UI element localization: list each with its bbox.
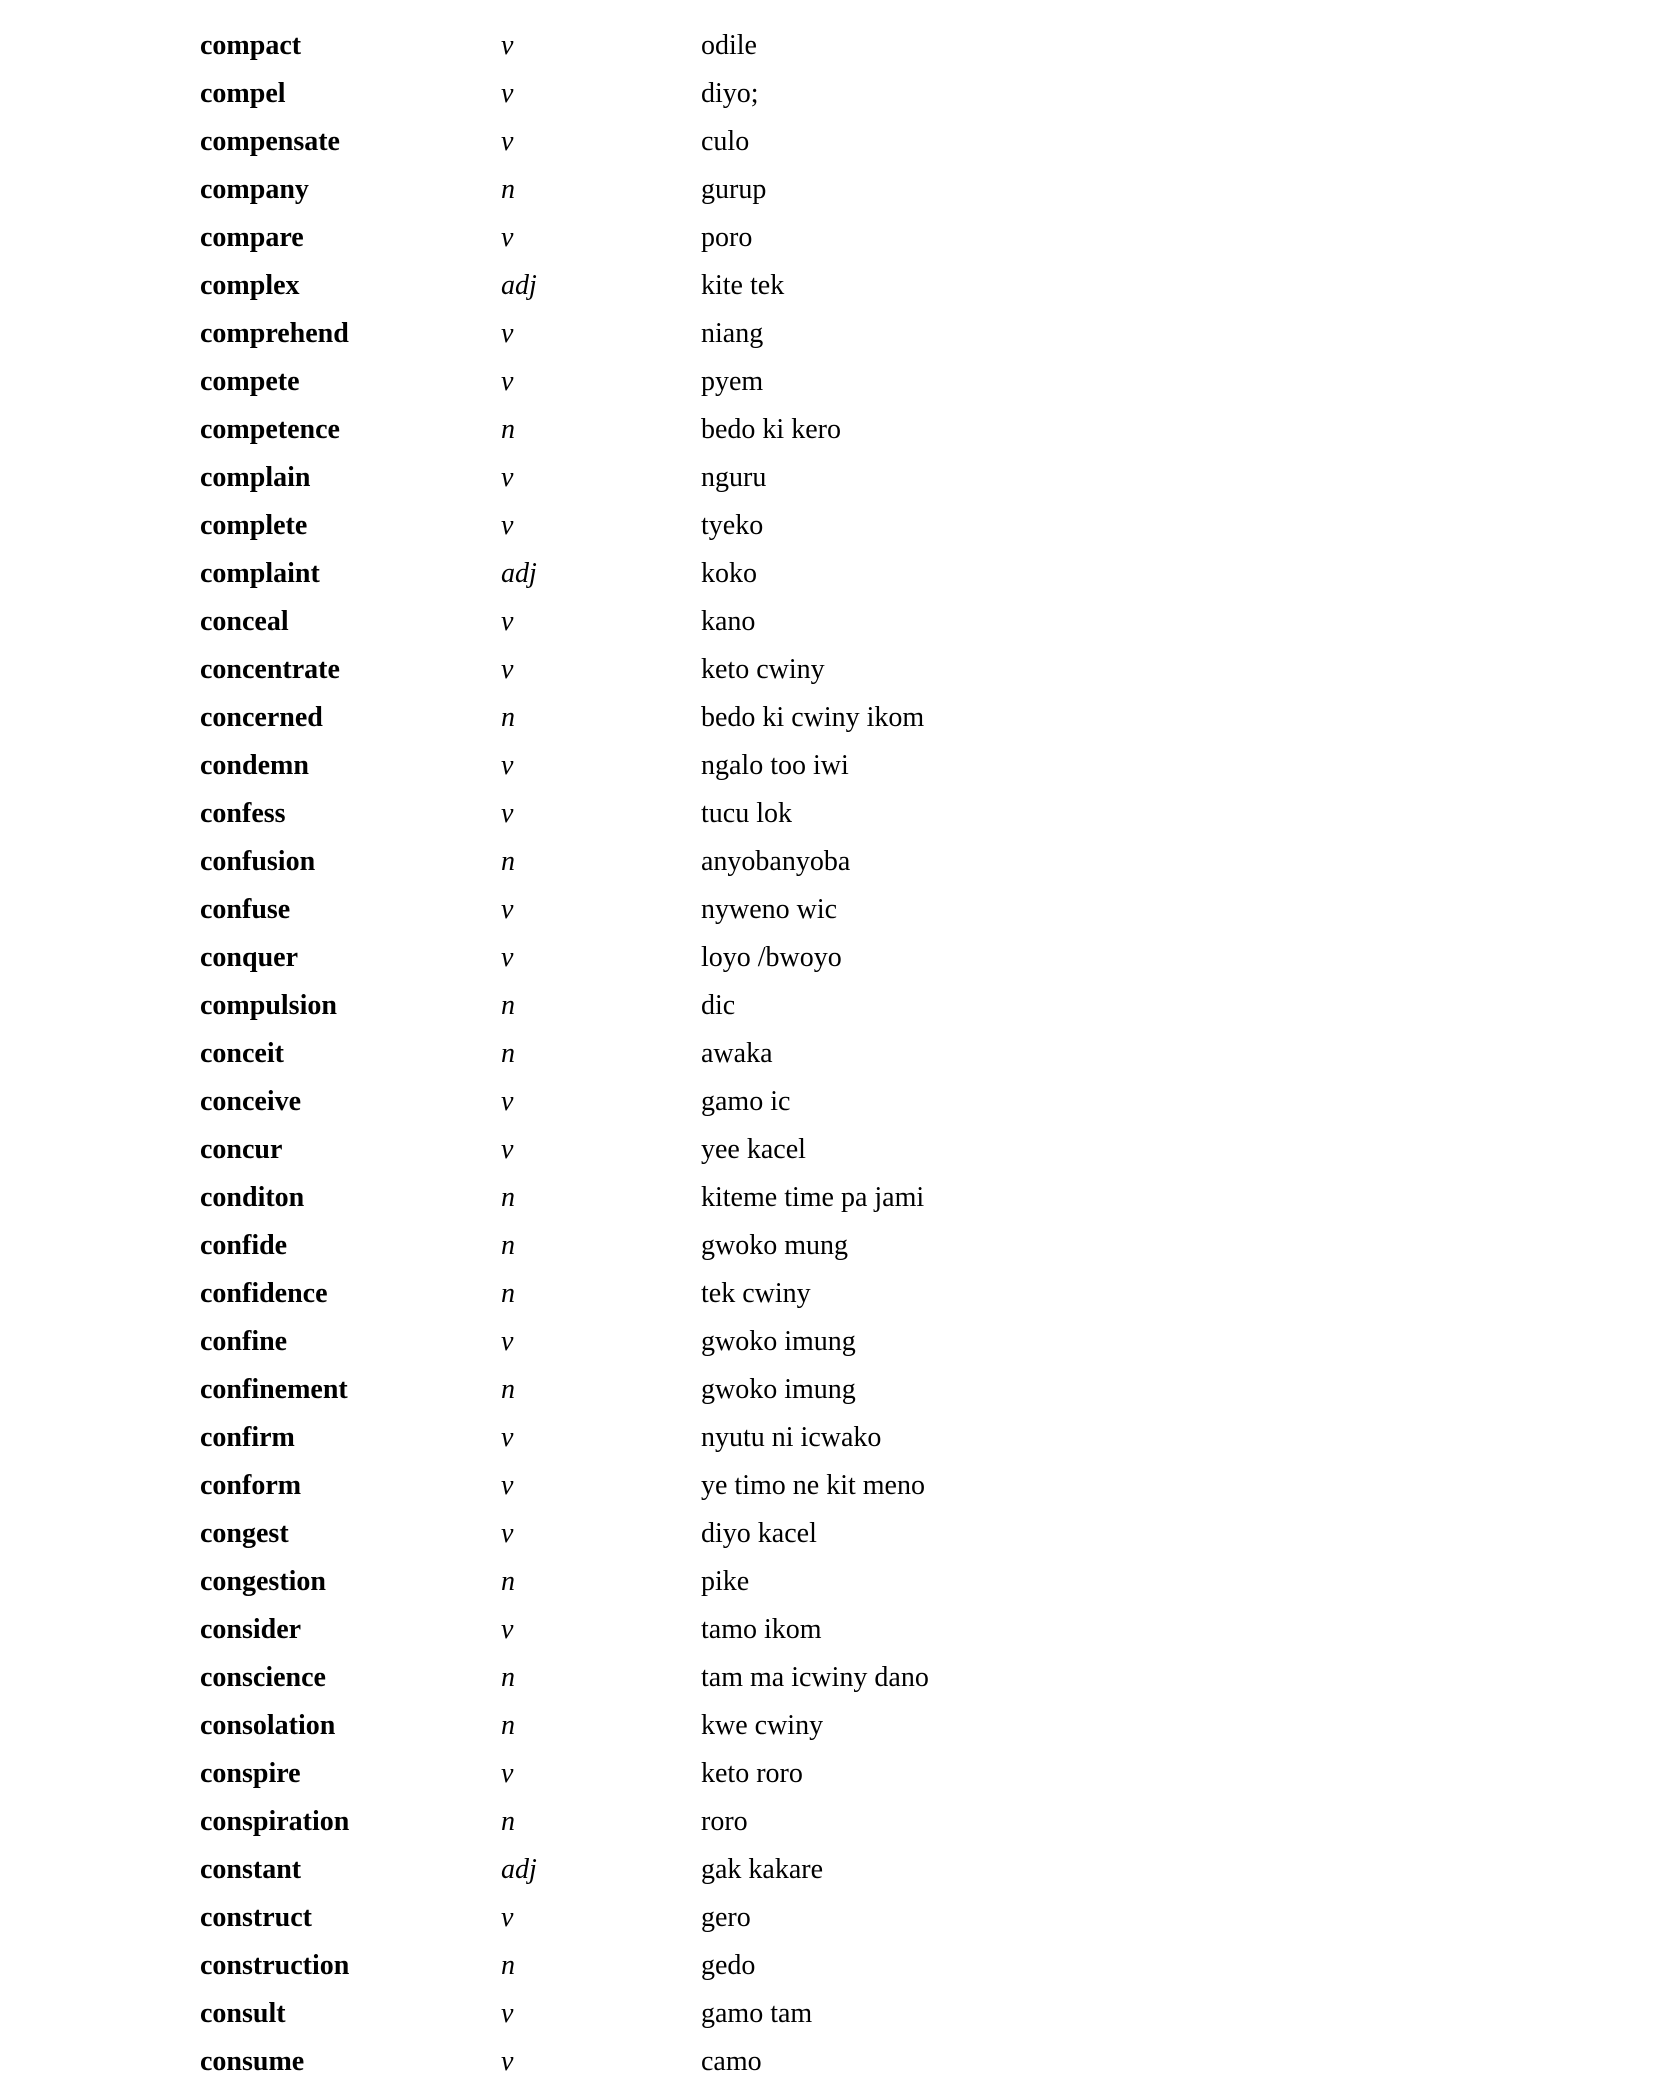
entry-part-of-speech: n	[501, 990, 515, 1021]
entry-headword: conceit	[200, 1038, 284, 1069]
entry-headword: consider	[200, 1614, 302, 1645]
entry-translation: gwoko mung	[701, 1230, 848, 1261]
entry-part-of-speech: n	[501, 1806, 515, 1837]
entry-part-of-speech: adj	[501, 558, 537, 589]
entry-part-of-speech: v	[501, 1518, 514, 1549]
dictionary-entry	[200, 1514, 1300, 1562]
entry-translation: pike	[701, 1566, 750, 1597]
entry-headword: complex	[200, 270, 300, 301]
entry-part-of-speech: n	[501, 1374, 515, 1405]
entry-translation: diyo;	[701, 78, 759, 109]
entry-translation: tamo ikom	[701, 1614, 822, 1645]
dictionary-entry	[200, 74, 1300, 122]
entry-translation: gero	[701, 1902, 751, 1933]
dictionary-entry	[200, 1898, 1300, 1946]
dictionary-entry	[200, 410, 1300, 458]
entry-translation: kwe cwiny	[701, 1710, 824, 1741]
entry-translation: roro	[701, 1806, 748, 1837]
entry-translation: kite tek	[701, 270, 785, 301]
entry-headword: compete	[200, 366, 300, 397]
entry-headword: confess	[200, 798, 286, 829]
dictionary-entry	[200, 842, 1300, 890]
entry-part-of-speech: v	[501, 750, 514, 781]
entry-part-of-speech: adj	[501, 1854, 537, 1885]
entry-translation: loyo /bwoyo	[701, 942, 842, 973]
dictionary-entry	[200, 1946, 1300, 1994]
dictionary-entry	[200, 794, 1300, 842]
entry-translation: yee kacel	[701, 1134, 806, 1165]
entry-headword: complete	[200, 510, 308, 541]
dictionary-entry	[200, 1802, 1300, 1850]
entry-headword: compensate	[200, 126, 340, 157]
entry-translation: gamo tam	[701, 1998, 813, 2029]
entry-translation: bedo ki cwiny ikom	[701, 702, 925, 733]
dictionary-entry	[200, 1562, 1300, 1610]
entry-headword: complaint	[200, 558, 320, 589]
entry-headword: concentrate	[200, 654, 340, 685]
entry-part-of-speech: n	[501, 1038, 515, 1069]
entry-translation: gamo ic	[701, 1086, 791, 1117]
entry-headword: conceive	[200, 1086, 302, 1117]
entry-translation: diyo kacel	[701, 1518, 817, 1549]
entry-translation: pyem	[701, 366, 764, 397]
entry-part-of-speech: n	[501, 1566, 515, 1597]
dictionary-entry	[200, 890, 1300, 938]
dictionary-entry	[200, 314, 1300, 362]
entry-part-of-speech: v	[501, 2046, 514, 2077]
entry-part-of-speech: v	[501, 366, 514, 397]
entry-part-of-speech: v	[501, 1758, 514, 1789]
dictionary-entry	[200, 458, 1300, 506]
entry-headword: confuse	[200, 894, 291, 925]
entry-translation: gwoko imung	[701, 1326, 856, 1357]
dictionary-entry	[200, 602, 1300, 650]
entry-headword: comprehend	[200, 318, 349, 349]
entry-translation: kiteme time pa jami	[701, 1182, 925, 1213]
entry-part-of-speech: v	[501, 1326, 514, 1357]
entry-translation: gurup	[701, 174, 767, 205]
dictionary-entry	[200, 362, 1300, 410]
dictionary-entry	[200, 1370, 1300, 1418]
entry-part-of-speech: v	[501, 1470, 514, 1501]
entry-headword: compel	[200, 78, 286, 109]
entry-part-of-speech: v	[501, 318, 514, 349]
entry-part-of-speech: n	[501, 1182, 515, 1213]
entry-headword: confide	[200, 1230, 288, 1261]
dictionary-entry	[200, 266, 1300, 314]
dictionary-entry	[200, 1274, 1300, 1322]
dictionary-entry	[200, 218, 1300, 266]
entry-part-of-speech: v	[501, 78, 514, 109]
entry-headword: confinement	[200, 1374, 348, 1405]
entry-headword: conquer	[200, 942, 298, 973]
entry-translation: tek cwiny	[701, 1278, 811, 1309]
entry-translation: poro	[701, 222, 753, 253]
dictionary-entry	[200, 1850, 1300, 1898]
entry-headword: construction	[200, 1950, 350, 1981]
entry-translation: nguru	[701, 462, 767, 493]
entry-part-of-speech: v	[501, 654, 514, 685]
entry-part-of-speech: v	[501, 942, 514, 973]
entry-translation: ye timo ne kit meno	[701, 1470, 925, 1501]
entry-list	[200, 26, 1300, 2090]
entry-translation: gwoko imung	[701, 1374, 856, 1405]
entry-part-of-speech: v	[501, 30, 514, 61]
entry-headword: complain	[200, 462, 311, 493]
entry-part-of-speech: n	[501, 414, 515, 445]
entry-headword: competence	[200, 414, 340, 445]
entry-headword: compact	[200, 30, 302, 61]
entry-headword: consolation	[200, 1710, 336, 1741]
entry-headword: congest	[200, 1518, 289, 1549]
dictionary-entry	[200, 1034, 1300, 1082]
entry-headword: conform	[200, 1470, 302, 1501]
entry-translation: odile	[701, 30, 757, 61]
entry-part-of-speech: adj	[501, 270, 537, 301]
entry-headword: consume	[200, 2046, 305, 2077]
dictionary-entry	[200, 554, 1300, 602]
dictionary-entry	[200, 1658, 1300, 1706]
entry-headword: compare	[200, 222, 304, 253]
dictionary-entry	[200, 1130, 1300, 1178]
entry-headword: company	[200, 174, 309, 205]
dictionary-entry	[200, 698, 1300, 746]
entry-translation: awaka	[701, 1038, 773, 1069]
dictionary-entry	[200, 986, 1300, 1034]
dictionary-entry	[200, 122, 1300, 170]
entry-headword: confidence	[200, 1278, 328, 1309]
entry-part-of-speech: v	[501, 510, 514, 541]
entry-headword: congestion	[200, 1566, 326, 1597]
dictionary-entry	[200, 1082, 1300, 1130]
entry-part-of-speech: v	[501, 798, 514, 829]
entry-headword: confusion	[200, 846, 316, 877]
entry-translation: dic	[701, 990, 736, 1021]
entry-translation: keto cwiny	[701, 654, 825, 685]
entry-part-of-speech: v	[501, 126, 514, 157]
entry-headword: compulsion	[200, 990, 337, 1021]
dictionary-entry	[200, 938, 1300, 986]
entry-translation: ngalo too iwi	[701, 750, 849, 781]
entry-part-of-speech: v	[501, 1422, 514, 1453]
entry-headword: condemn	[200, 750, 309, 781]
entry-headword: concur	[200, 1134, 283, 1165]
dictionary-entry	[200, 746, 1300, 794]
entry-translation: culo	[701, 126, 750, 157]
entry-translation: gedo	[701, 1950, 756, 1981]
entry-translation: kano	[701, 606, 756, 637]
dictionary-entry	[200, 2042, 1300, 2090]
entry-translation: nyweno wic	[701, 894, 838, 925]
dictionary-entry	[200, 1994, 1300, 2042]
dictionary-entry	[200, 1178, 1300, 1226]
dictionary-entry	[200, 1754, 1300, 1802]
entry-translation: anyobanyoba	[701, 846, 851, 877]
entry-part-of-speech: v	[501, 222, 514, 253]
entry-headword: construct	[200, 1902, 312, 1933]
entry-translation: keto roro	[701, 1758, 803, 1789]
entry-headword: consult	[200, 1998, 286, 2029]
dictionary-entry	[200, 1226, 1300, 1274]
entry-headword: constant	[200, 1854, 302, 1885]
entry-part-of-speech: v	[501, 606, 514, 637]
entry-headword: concerned	[200, 702, 323, 733]
entry-translation: koko	[701, 558, 757, 589]
entry-part-of-speech: v	[501, 1614, 514, 1645]
entry-translation: tyeko	[701, 510, 764, 541]
entry-part-of-speech: n	[501, 846, 515, 877]
entry-headword: confirm	[200, 1422, 295, 1453]
entry-part-of-speech: n	[501, 1950, 515, 1981]
entry-translation: tucu lok	[701, 798, 792, 829]
dictionary-entry	[200, 1466, 1300, 1514]
entry-part-of-speech: n	[501, 1662, 515, 1693]
entry-headword: conspire	[200, 1758, 301, 1789]
entry-part-of-speech: n	[501, 1230, 515, 1261]
entry-part-of-speech: v	[501, 1998, 514, 2029]
entry-translation: bedo ki kero	[701, 414, 841, 445]
entry-part-of-speech: v	[501, 1902, 514, 1933]
entry-part-of-speech: n	[501, 1710, 515, 1741]
dictionary-entry	[200, 1322, 1300, 1370]
entry-headword: confine	[200, 1326, 288, 1357]
entry-translation: tam ma icwiny dano	[701, 1662, 929, 1693]
entry-headword: conditon	[200, 1182, 305, 1213]
dictionary-entry	[200, 1418, 1300, 1466]
dictionary-entry	[200, 170, 1300, 218]
entry-part-of-speech: n	[501, 1278, 515, 1309]
entry-headword: conscience	[200, 1662, 326, 1693]
entry-part-of-speech: n	[501, 702, 515, 733]
entry-part-of-speech: v	[501, 894, 514, 925]
entry-translation: niang	[701, 318, 764, 349]
dictionary-entry	[200, 1610, 1300, 1658]
entry-headword: conspiration	[200, 1806, 350, 1837]
entry-part-of-speech: v	[501, 1086, 514, 1117]
entry-part-of-speech: v	[501, 462, 514, 493]
dictionary-entry	[200, 506, 1300, 554]
entry-part-of-speech: v	[501, 1134, 514, 1165]
dictionary-entry	[200, 1706, 1300, 1754]
entry-headword: conceal	[200, 606, 289, 637]
entry-translation: camo	[701, 2046, 762, 2077]
entry-translation: nyutu ni icwako	[701, 1422, 882, 1453]
entry-translation: gak kakare	[701, 1854, 824, 1885]
dictionary-entry	[200, 650, 1300, 698]
dictionary-entry	[200, 26, 1300, 74]
entry-part-of-speech: n	[501, 174, 515, 205]
